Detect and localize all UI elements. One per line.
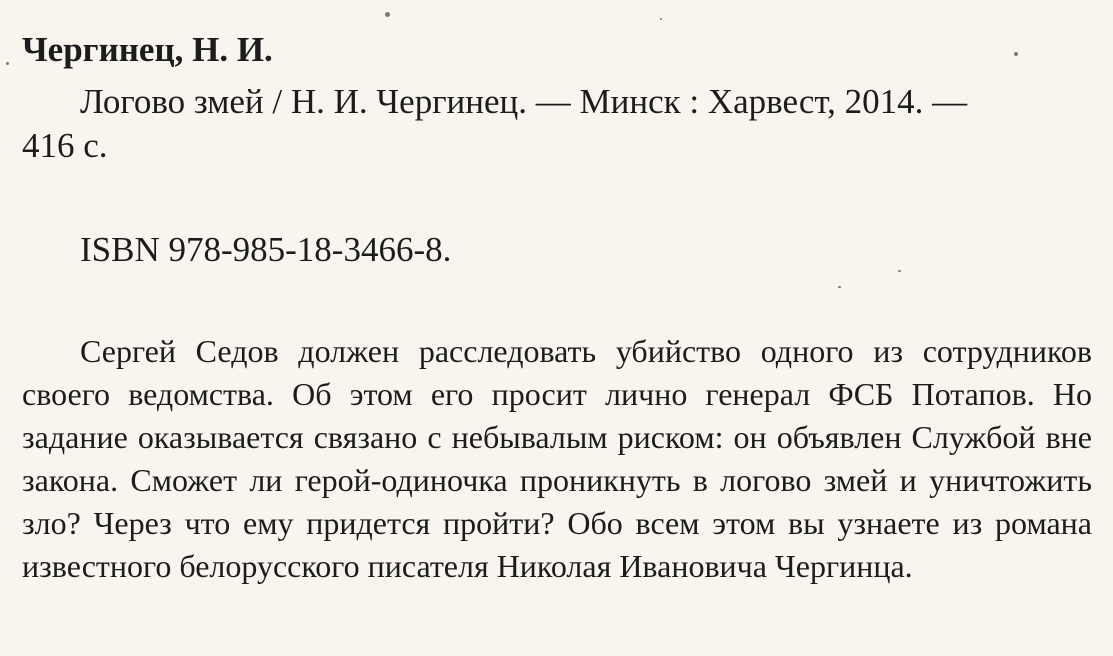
scan-speck bbox=[660, 18, 662, 20]
biblio-pages-line: 416 с. bbox=[22, 126, 108, 165]
bibliographic-description bbox=[22, 80, 1092, 168]
scan-speck bbox=[1014, 52, 1018, 56]
scan-speck bbox=[385, 12, 390, 17]
scan-speck bbox=[898, 270, 901, 272]
scan-speck bbox=[838, 286, 841, 288]
scan-speck bbox=[6, 62, 9, 65]
isbn-line: ISBN 978-985-18-3466-8. bbox=[80, 230, 452, 269]
biblio-title-line: Логово змей / Н. И. Чергинец. — Минск : Харвест, 2014. — bbox=[80, 82, 968, 121]
author-heading: Чергинец, Н. И. bbox=[22, 30, 273, 69]
annotation-paragraph: Сергей Седов должен расследовать убийство одного из сотрудников своего ведомства. Об этом его просит лично генерал ФСБ Потапов. Но задание оказывается связано с небывалым риском: он объявлен Службой вне закона. Сможет ли герой-одиночка проникнуть в логово змей и уничтожить зло? Через что ему придется пройти? Обо всем этом вы узнаете из романа известного белорусского писателя Николая Ивановича Чергинца. bbox=[22, 333, 1092, 584]
